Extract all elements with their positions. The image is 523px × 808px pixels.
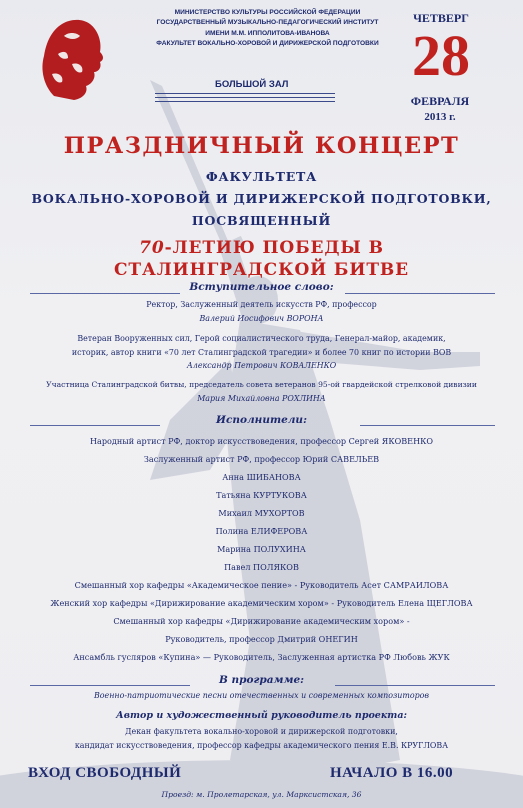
ministry-header [150,8,385,49]
directions: Проезд: м. Пролетарская, ул. Марксистская, 36 [161,790,362,799]
institute-name-line: ИМЕНИ М.М. ИППОЛИТОВА-ИВАНОВА [205,29,330,37]
anniversary-line [0,238,523,258]
performer-line: Смешанный хор кафедры «Академическое пение» - Руководитель Асет САМРАИЛОВА [74,580,449,590]
speaker-name: Мария Михайловна РОХЛИНА [197,394,326,403]
weekday: ЧЕТВЕРГ [413,11,469,25]
ministry-line: МИНИСТЕРСТВО КУЛЬТУРЫ РОССИЙСКОЙ ФЕДЕРАЦИИ [174,9,361,16]
anniversary-number: 70 [139,238,165,258]
concert-title: ПРАЗДНИЧНЫЙ КОНЦЕРТ [63,133,460,159]
program-text: Военно-патриотические песни отечественных и современных композиторов [93,691,429,700]
staff-line [155,97,335,98]
faculty-line: ФАКУЛЬТЕТ ВОКАЛЬНО-ХОРОВОЙ И ДИРИЖЕРСКОЙ ПОДГОТОВКИ [156,39,379,47]
performer-line: Руководитель, профессор Дмитрий ОНЕГИН [165,634,358,644]
month: ФЕВРАЛЯ [410,94,470,108]
performer-line: Анна ШИБАНОВА [222,472,301,482]
speaker-name: Валерий Иосифович ВОРОНА [199,314,324,323]
speaker-role: историк, автор книги «70 лет Сталинградской трагедии» и более 70 книг по истории ВОВ [71,348,452,357]
speaker-role: Участница Сталинградской битвы, председатель совета ветеранов 95-ой гвардейской стрелковой дивизии [46,380,477,389]
author-line: Декан факультета вокально-хоровой и дирижерской подготовки, [125,727,398,736]
program-heading: В программе: [218,674,305,686]
faculty-subtitle: ВОКАЛЬНО-ХОРОВОЙ И ДИРИЖЕРСКОЙ ПОДГОТОВКИ, [31,191,492,206]
hall-name: БОЛЬШОЙ ЗАЛ [215,79,289,90]
divider [30,293,180,294]
dedication-subtitle: ПОСВЯЩЕННЫЙ [191,213,332,228]
performer-line: Народный артист РФ, доктор искусствоведения, профессор Сергей ЯКОВЕНКО [89,436,434,446]
staff-line [155,101,335,102]
day-number: 28 [412,23,470,88]
performers-heading: Исполнители: [216,414,307,426]
year: 2013 г. [424,111,456,123]
speaker-role: Ветеран Вооруженных сил, Герой социалистического труда, Генерал-майор, академик, [77,334,446,343]
anniversary-text: -ЛЕТИЮ ПОБЕДЫ В [164,238,384,258]
performer-line: Марина ПОЛУХИНА [217,544,306,554]
start-time: НАЧАЛО В 16.00 [330,765,454,781]
faculty-subtitle: ФАКУЛЬТЕТА [205,169,318,184]
staff-line [155,93,335,94]
anniversary-line-2: СТАЛИНГРАДСКОЙ БИТВЕ [113,260,409,280]
performer-line: Женский хор кафедры «Дирижирование академическим хором» - Руководитель Елена ЩЕГЛОВА [50,598,473,608]
performer-line: Полина ЕЛИФЕРОВА [215,526,308,536]
speaker-name: Александр Петрович КОВАЛЕНКО [186,361,337,370]
speaker-role: Ректор, Заслуженный деятель искусств РФ, профессор [146,300,377,309]
divider [345,293,495,294]
performer-line: Ансамбль гусляров «Купина» — Руководитель, Заслуженная артистка РФ Любовь ЖУК [73,652,450,662]
author-heading: Автор и художественный руководитель проекта: [116,710,407,721]
free-entry: ВХОД СВОБОДНЫЙ [28,765,182,781]
author-line: кандидат искусствоведения, профессор кафедры академического пения Е.В. КРУГЛОВА [74,741,449,750]
intro-heading: Вступительное слово: [189,281,334,293]
performer-line: Павел ПОЛЯКОВ [224,562,299,572]
performer-line: Смешанный хор кафедры «Дирижирование академическим хором» - [113,616,410,626]
performer-line: Заслуженный артист РФ, профессор Юрий САВЕЛЬЕВ [143,454,380,464]
performer-line: Михаил МУХОРТОВ [218,508,305,518]
performer-line: Татьяна КУРТУКОВА [216,490,307,500]
institute-line: ГОСУДАРСТВЕННЫЙ МУЗЫКАЛЬНО-ПЕДАГОГИЧЕСКИЙ ИНСТИТУТ [156,19,379,27]
